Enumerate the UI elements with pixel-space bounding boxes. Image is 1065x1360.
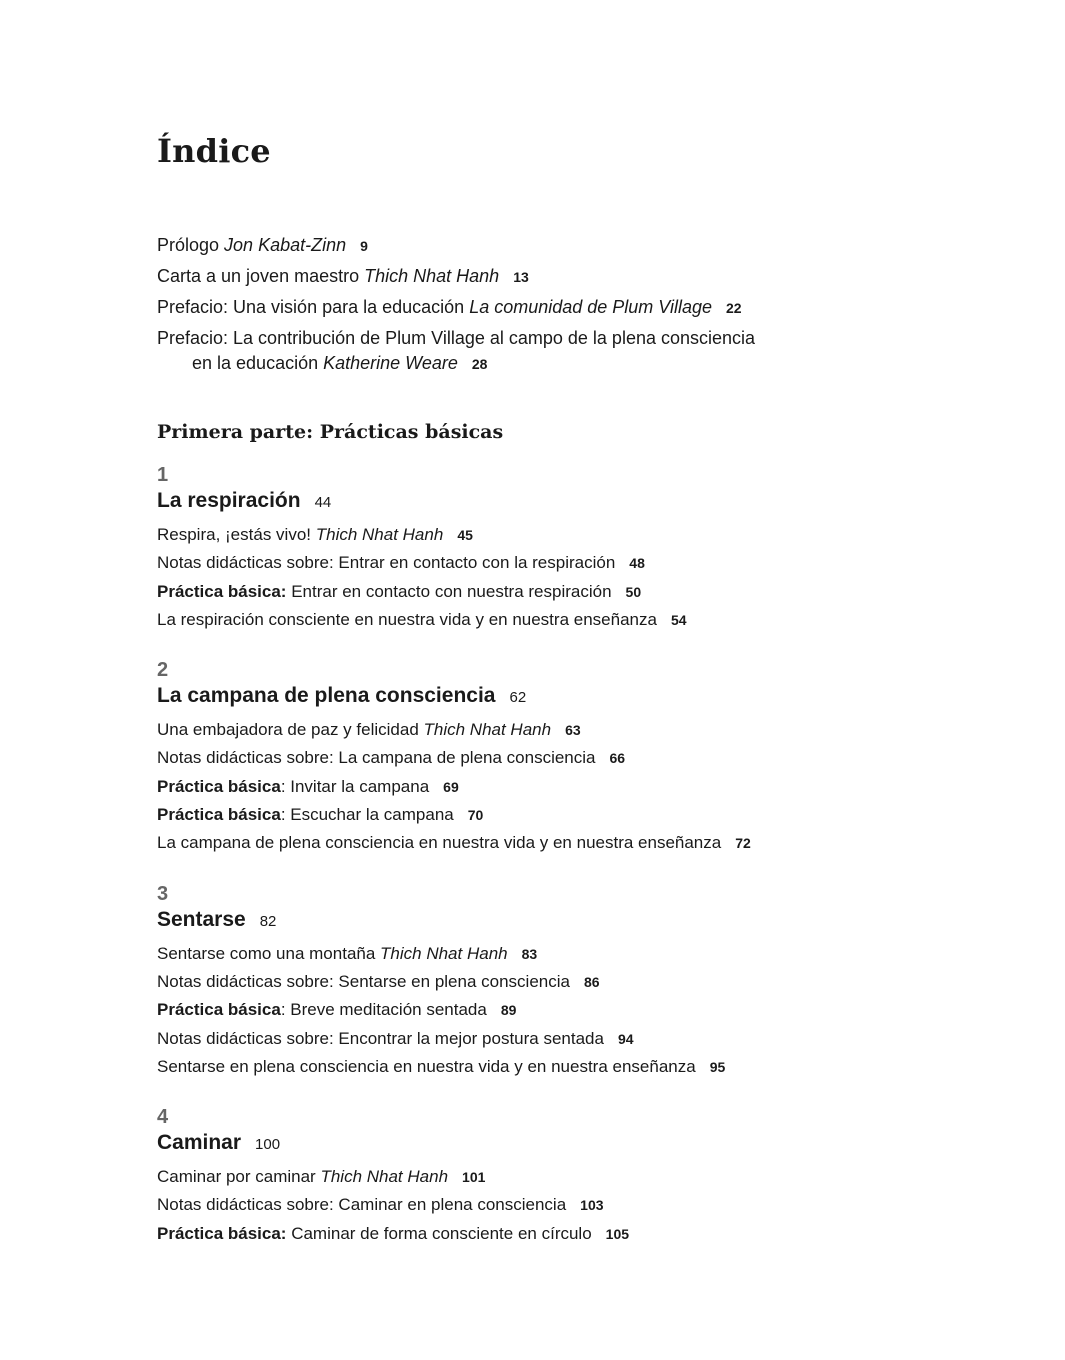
entry-text: Una embajadora de paz y felicidad <box>157 720 424 740</box>
page-number: 22 <box>726 300 742 316</box>
entry-text: La campana de plena consciencia en nuestra vida y en nuestra enseñanza <box>157 833 722 853</box>
entry-author: Thich Nhat Hanh <box>315 525 444 544</box>
toc-entry[interactable] <box>157 773 937 801</box>
chapter-section <box>157 882 937 1081</box>
chapter-section <box>157 658 937 857</box>
entry-author: Jon Kabat-Zinn <box>224 235 347 255</box>
chapter-list <box>157 463 937 1248</box>
entry-text: Respira, ¡estás vivo! <box>157 525 316 544</box>
page-number: 83 <box>521 945 538 962</box>
chapter-section <box>157 1105 937 1248</box>
entry-text: Sentarse como una montaña <box>157 943 381 963</box>
entry-text: Notas didácticas sobre: Entrar en contacto con la respiración <box>157 553 616 573</box>
entry-text: Sentarse en plena consciencia en nuestra vida y en nuestra enseñanza <box>157 1056 696 1076</box>
entry-text: Prefacio: Una visión para la educación <box>157 297 470 317</box>
toc-entry[interactable] <box>157 292 937 323</box>
chapter-title-text: Caminar <box>157 1131 242 1155</box>
toc-entry[interactable] <box>157 801 937 829</box>
chapter-section <box>157 463 937 634</box>
entry-text: La respiración consciente en nuestra vida y en nuestra enseñanza <box>157 609 657 629</box>
entry-text: Entrar en contacto con nuestra respiración <box>286 581 612 601</box>
page-number: 101 <box>462 1169 486 1186</box>
chapter-title[interactable] <box>157 487 937 515</box>
entry-author: Katherine Weare <box>323 353 458 373</box>
toc-entry[interactable] <box>157 829 937 857</box>
page-number: 82 <box>259 912 277 930</box>
page-number: 94 <box>617 1030 634 1047</box>
entry-text: Carta a un joven maestro <box>157 266 365 286</box>
continuation-text: en la educación <box>192 353 324 373</box>
page-number: 70 <box>467 807 484 824</box>
practice-label: Práctica básica <box>157 1000 281 1020</box>
toc-entry[interactable] <box>157 230 937 261</box>
entry-text: Caminar por caminar <box>157 1167 321 1187</box>
entry-text: Notas didácticas sobre: Caminar en plena consciencia <box>157 1195 567 1215</box>
chapter-title[interactable] <box>157 1129 937 1157</box>
entry-text: : Breve meditación sentada <box>280 1000 487 1020</box>
page-title: Índice <box>157 132 271 170</box>
page-number: 54 <box>670 611 687 628</box>
page-number: 9 <box>360 238 368 254</box>
front-matter <box>157 230 937 377</box>
entry-text: Notas didácticas sobre: Sentarse en plena consciencia <box>157 971 570 991</box>
entry-author: Thich Nhat Hanh <box>364 266 500 286</box>
entry-text: Notas didácticas sobre: Encontrar la mejor postura sentada <box>157 1028 604 1048</box>
page-number: 63 <box>565 722 581 739</box>
practice-label: Práctica básica <box>157 805 281 825</box>
chapter-title-text: La respiración <box>157 489 301 512</box>
page-number: 89 <box>500 1002 517 1019</box>
page-number: 13 <box>513 269 529 285</box>
page-number: 100 <box>255 1136 281 1154</box>
toc-entry[interactable] <box>157 968 937 996</box>
chapter-number: 2 <box>157 659 169 682</box>
entry-text: Notas didácticas sobre: La campana de plena consciencia <box>157 748 596 768</box>
toc-entry[interactable] <box>157 326 937 377</box>
page-number: 45 <box>457 527 473 543</box>
toc-entry[interactable] <box>157 261 937 292</box>
part-heading: Primera parte: Prácticas básicas <box>157 421 504 443</box>
toc-entry[interactable] <box>157 744 937 772</box>
page-number: 86 <box>583 973 600 990</box>
toc-entry[interactable] <box>157 1163 937 1191</box>
entry-text: : Escuchar la campana <box>280 805 454 825</box>
entry-text: Prólogo <box>157 235 225 255</box>
entry-author: Thich Nhat Hanh <box>380 943 508 963</box>
practice-label: Práctica básica <box>157 776 281 796</box>
toc-entry[interactable] <box>157 521 937 549</box>
page-number: 66 <box>609 750 626 767</box>
toc-entry[interactable] <box>157 996 937 1024</box>
toc-entry[interactable] <box>157 1025 937 1053</box>
toc-entry[interactable] <box>157 549 937 577</box>
page-number: 105 <box>605 1225 630 1242</box>
entry-author: La comunidad de Plum Village <box>469 297 713 317</box>
chapter-number: 4 <box>157 1106 169 1129</box>
entry-text: : Invitar la campana <box>280 776 430 796</box>
chapter-title[interactable] <box>157 906 937 934</box>
toc-page <box>157 126 937 1248</box>
chapter-number: 1 <box>157 464 169 486</box>
practice-label: Práctica básica: <box>157 1223 287 1243</box>
entry-author: Thich Nhat Hanh <box>423 720 552 740</box>
toc-entry[interactable] <box>157 1220 937 1248</box>
toc-entry[interactable] <box>157 940 937 968</box>
page-number: 44 <box>314 494 332 511</box>
page-number: 95 <box>709 1058 726 1075</box>
toc-entry[interactable] <box>157 1053 937 1081</box>
entry-continuation <box>157 351 937 377</box>
toc-entry[interactable] <box>157 716 937 744</box>
toc-entry[interactable] <box>157 606 937 634</box>
page-number: 72 <box>735 835 751 852</box>
toc-entry[interactable] <box>157 1191 937 1219</box>
page-number: 28 <box>471 356 488 372</box>
entry-text: Prefacio: La contribución de Plum Village al campo de la plena consciencia <box>157 328 756 348</box>
chapter-title-text: La campana de plena consciencia <box>157 684 496 708</box>
page-number: 50 <box>625 583 642 600</box>
page-number: 48 <box>629 555 645 572</box>
chapter-title-text: Sentarse <box>157 907 246 931</box>
chapter-title[interactable] <box>157 682 937 710</box>
entry-author: Thich Nhat Hanh <box>320 1167 449 1187</box>
page-number: 103 <box>580 1197 604 1214</box>
toc-entry[interactable] <box>157 578 937 606</box>
page-number: 69 <box>443 778 459 795</box>
entry-text: Caminar de forma consciente en círculo <box>286 1223 592 1243</box>
practice-label: Práctica básica: <box>157 581 287 601</box>
page-number: 62 <box>509 689 527 707</box>
chapter-number: 3 <box>157 882 169 905</box>
